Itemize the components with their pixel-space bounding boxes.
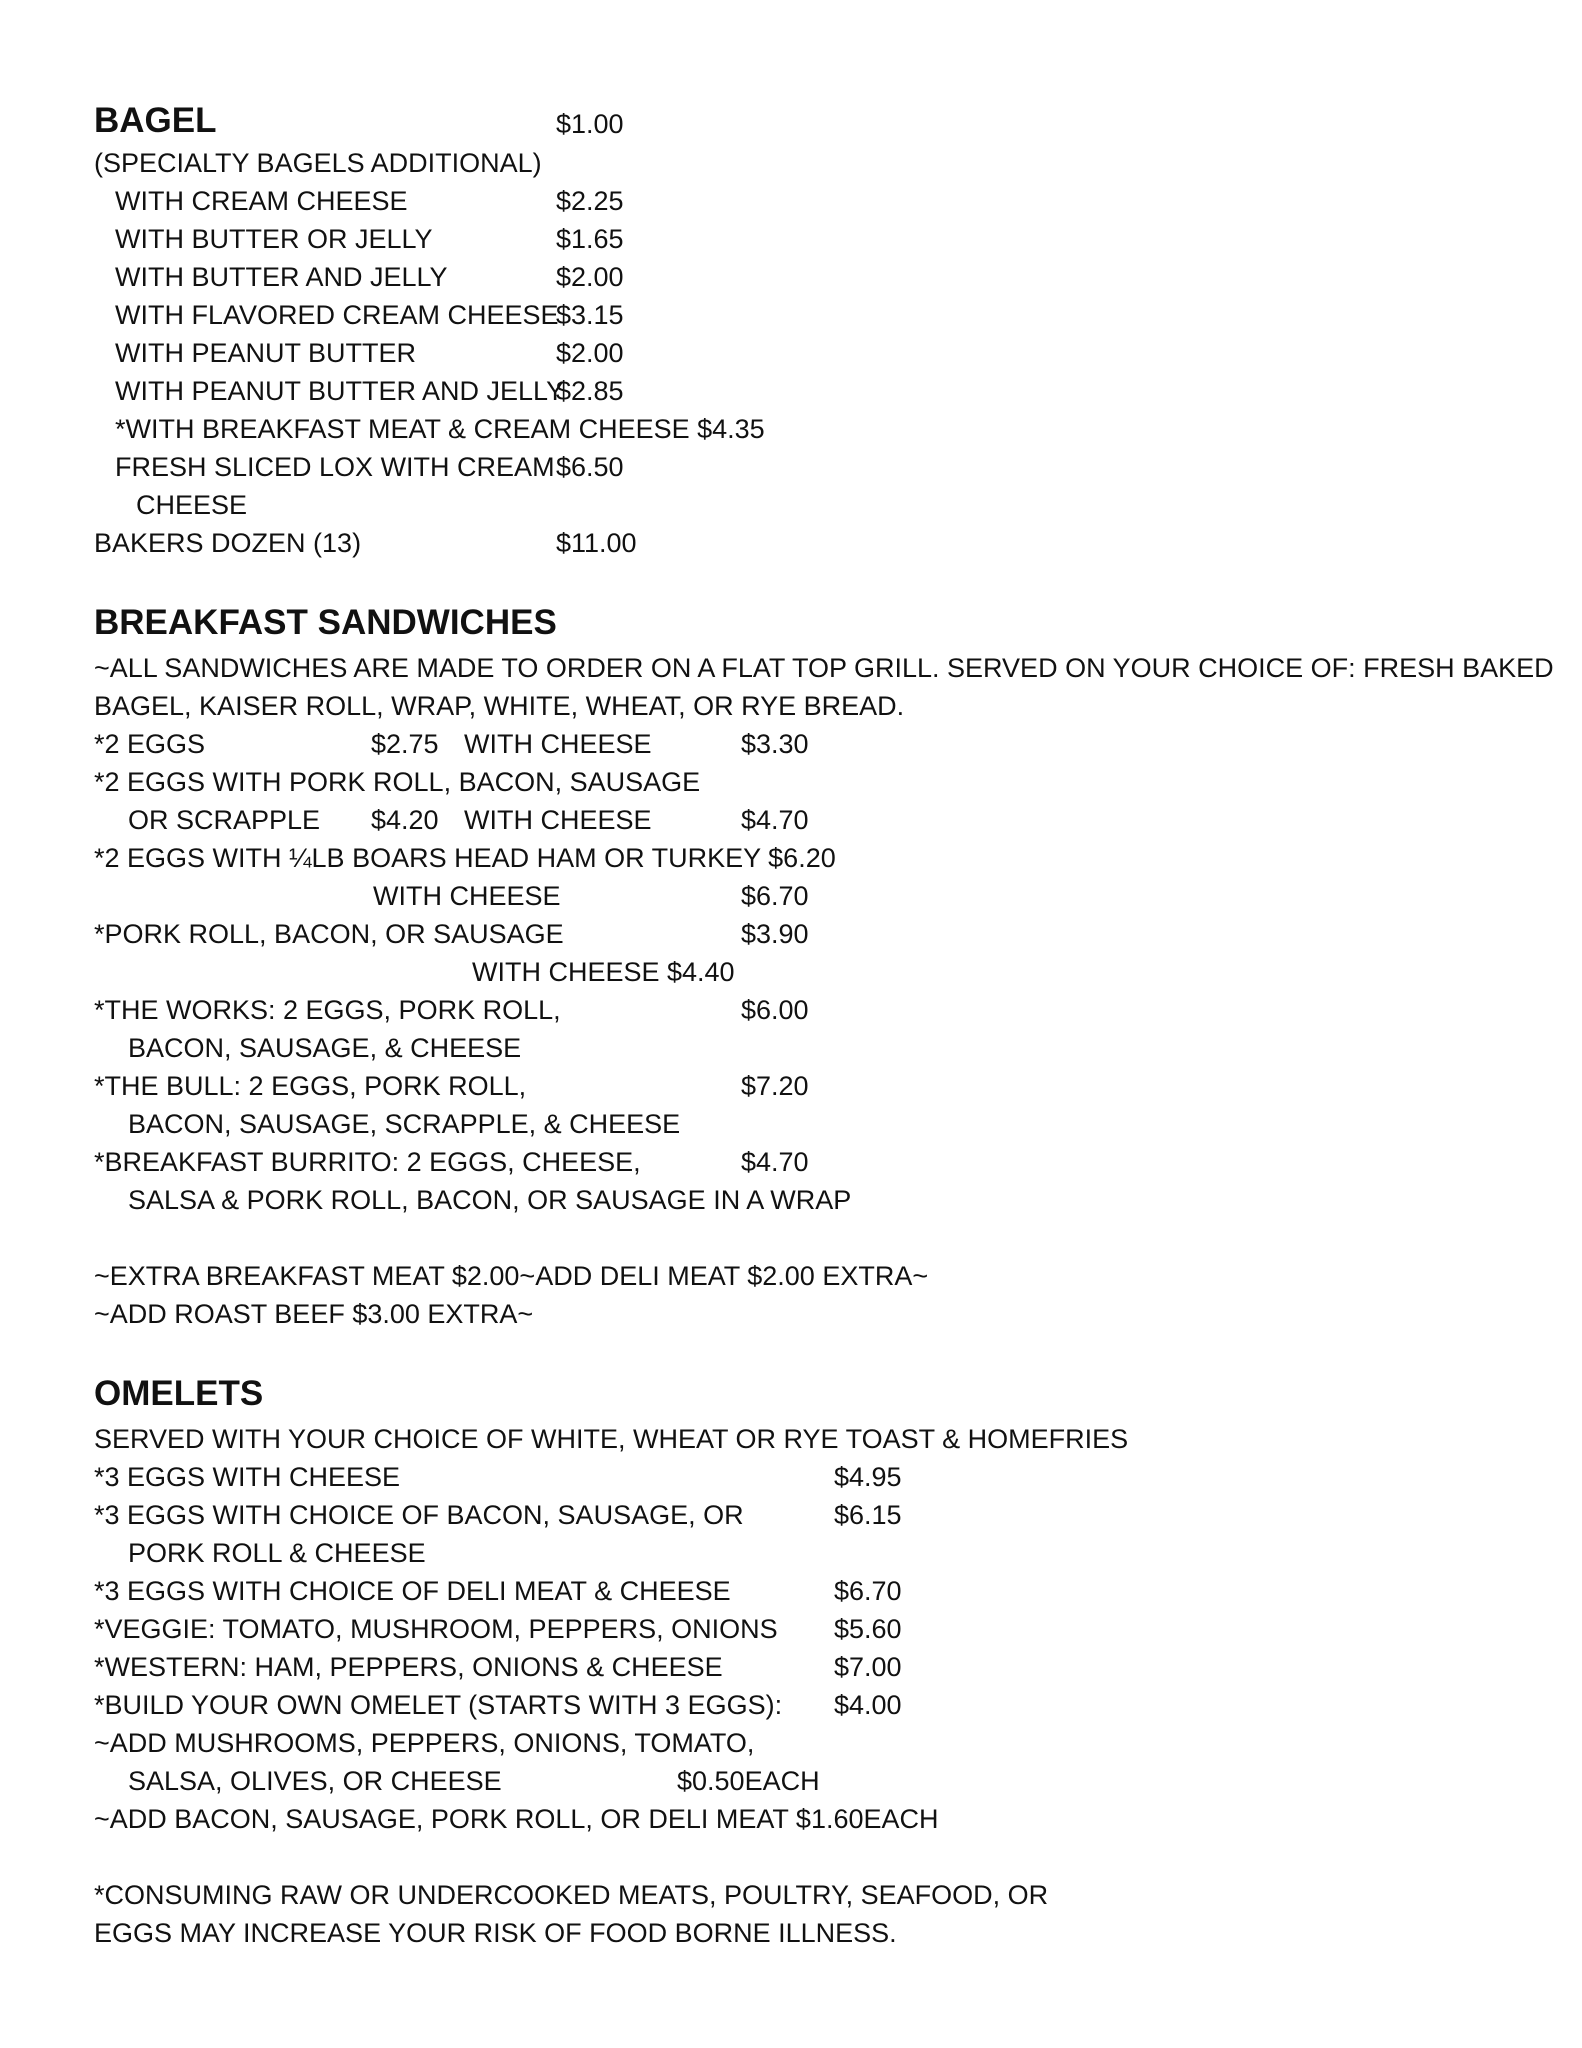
omelet-addon-price: $0.50EACH [677,1766,820,1796]
sandwich-label: *2 EGGS [94,729,206,759]
bagel-heading: BAGEL [94,101,217,140]
bagel-item-label: WITH PEANUT BUTTER AND JELLY [115,376,565,406]
sandwich-cheese-price: $6.70 [741,881,809,911]
omelet-addmeat: ~ADD BACON, SAUSAGE, PORK ROLL, OR DELI MEAT $1.60EACH [94,1804,939,1834]
sandwich-label: *PORK ROLL, BACON, OR SAUSAGE [94,919,564,949]
bagel-price: $1.00 [556,109,624,139]
food-safety-disclaimer: *CONSUMING RAW OR UNDERCOOKED MEATS, POULTRY, SEAFOOD, OR [94,1880,1049,1910]
bagel-note: (SPECIALTY BAGELS ADDITIONAL) [94,148,542,178]
omelet-label: *WESTERN: HAM, PEPPERS, ONIONS & CHEESE [94,1652,723,1682]
extras-note-cont: ~ADD ROAST BEEF $3.00 EXTRA~ [94,1299,534,1329]
sandwich-label-cont: BACON, SAUSAGE, SCRAPPLE, & CHEESE [128,1109,681,1139]
omelet-addon-cont: SALSA, OLIVES, OR CHEESE [128,1766,502,1796]
sandwich-price: $4.70 [741,1147,809,1177]
omelet-price: $4.00 [834,1690,902,1720]
omelet-label: *3 EGGS WITH CHEESE [94,1462,401,1492]
extras-note: ~EXTRA BREAKFAST MEAT $2.00~ADD DELI MEAT $2.00 EXTRA~ [94,1261,929,1291]
sandwich-label: *2 EGGS WITH ¼LB BOARS HEAD HAM OR TURKEY $6.20 [94,843,836,873]
omelets-heading: OMELETS [94,1374,264,1413]
omelet-price: $6.70 [834,1576,902,1606]
sandwich-label-cont: SALSA & PORK ROLL, BACON, OR SAUSAGE IN A WRAP [128,1185,852,1215]
bakers-dozen-price: $11.00 [556,528,637,558]
bagel-item-label: WITH BUTTER AND JELLY [115,262,448,292]
sandwich-price: $7.20 [741,1071,809,1101]
bagel-item-label: WITH PEANUT BUTTER [115,338,417,368]
sandwiches-heading: BREAKFAST SANDWICHES [94,603,557,642]
omelet-price: $4.95 [834,1462,902,1492]
bagel-lox-price: $6.50 [556,452,624,482]
sandwich-cheese-price: $3.30 [741,729,809,759]
omelet-label: *3 EGGS WITH CHOICE OF DELI MEAT & CHEESE [94,1576,731,1606]
bagel-item-label: WITH FLAVORED CREAM CHEESE [115,300,559,330]
sandwich-price: $3.90 [741,919,809,949]
bagel-lox-label: FRESH SLICED LOX WITH CREAM [115,452,555,482]
sandwich-label: *THE BULL: 2 EGGS, PORK ROLL, [94,1071,527,1101]
bagel-item-label: WITH BUTTER OR JELLY [115,224,433,254]
with-cheese-label: WITH CHEESE [464,805,652,835]
bagel-item-price: $1.65 [556,224,624,254]
with-cheese-price-line: WITH CHEESE $4.40 [472,957,735,987]
omelet-addon: ~ADD MUSHROOMS, PEPPERS, ONIONS, TOMATO, [94,1728,755,1758]
sandwich-cheese-price: $4.70 [741,805,809,835]
bagel-item-price: $2.25 [556,186,624,216]
bagel-lox-label-cont: CHEESE [136,490,248,520]
omelet-label: *3 EGGS WITH CHOICE OF BACON, SAUSAGE, OR [94,1500,744,1530]
omelet-price: $6.15 [834,1500,902,1530]
omelet-price: $5.60 [834,1614,902,1644]
sandwich-label: *2 EGGS WITH PORK ROLL, BACON, SAUSAGE [94,767,701,797]
bagel-item-price: $2.00 [556,262,624,292]
omelet-label-cont: PORK ROLL & CHEESE [128,1538,426,1568]
bagel-item-price: $2.00 [556,338,624,368]
bagel-breakfast-meat: *WITH BREAKFAST MEAT & CREAM CHEESE $4.35 [115,414,765,444]
sandwiches-intro-cont: BAGEL, KAISER ROLL, WRAP, WHITE, WHEAT, OR RYE BREAD. [94,691,905,721]
omelets-intro: SERVED WITH YOUR CHOICE OF WHITE, WHEAT OR RYE TOAST & HOMEFRIES [94,1424,1129,1454]
bagel-item-label: WITH CREAM CHEESE [115,186,408,216]
sandwich-price: $2.75 [371,729,439,759]
sandwich-price: $6.00 [741,995,809,1025]
sandwich-label-cont: BACON, SAUSAGE, & CHEESE [128,1033,522,1063]
sandwich-label: *BREAKFAST BURRITO: 2 EGGS, CHEESE, [94,1147,641,1177]
bagel-item-price: $2.85 [556,376,624,406]
sandwiches-intro: ~ALL SANDWICHES ARE MADE TO ORDER ON A FLAT TOP GRILL. SERVED ON YOUR CHOICE OF: FRESH BAKED [94,653,1554,683]
bakers-dozen-label: BAKERS DOZEN (13) [94,528,362,558]
omelet-price: $7.00 [834,1652,902,1682]
bagel-item-price: $3.15 [556,300,624,330]
with-cheese-label: WITH CHEESE [373,881,561,911]
with-cheese-label: WITH CHEESE [464,729,652,759]
omelet-label: *VEGGIE: TOMATO, MUSHROOM, PEPPERS, ONIONS [94,1614,778,1644]
food-safety-disclaimer-cont: EGGS MAY INCREASE YOUR RISK OF FOOD BORNE ILLNESS. [94,1918,897,1948]
sandwich-price: $4.20 [371,805,439,835]
sandwich-label: *THE WORKS: 2 EGGS, PORK ROLL, [94,995,561,1025]
omelet-label: *BUILD YOUR OWN OMELET (STARTS WITH 3 EGGS): [94,1690,783,1720]
sandwich-label-cont: OR SCRAPPLE [128,805,321,835]
